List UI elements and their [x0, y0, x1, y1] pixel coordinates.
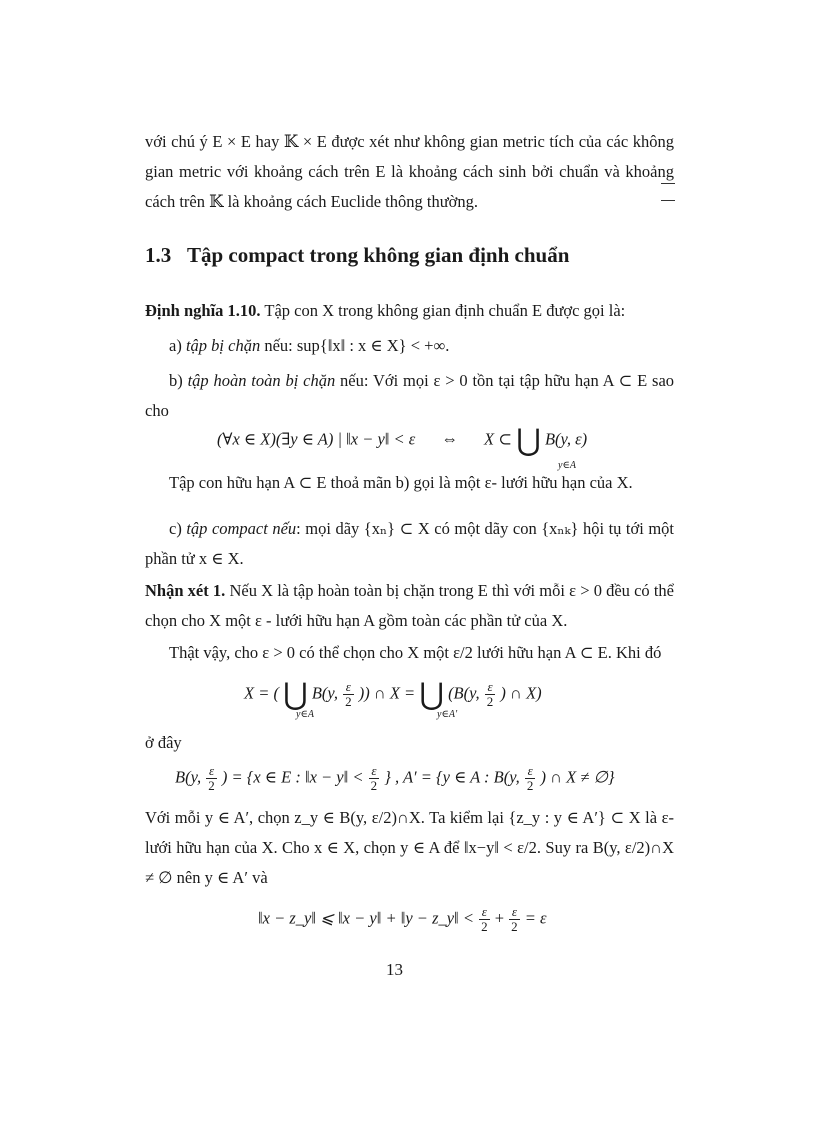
frac-num: ε — [525, 764, 536, 779]
item-c-term: tập compact nếu — [186, 519, 297, 538]
frac-num: ε — [369, 764, 380, 779]
eq2-part-b: B(y, — [311, 683, 338, 703]
eq2-subscript-2: y∈A′ — [437, 709, 458, 720]
fraction-epsilon-half — [479, 905, 490, 934]
definition-1-10 — [145, 296, 674, 326]
remark-label: Nhận xét 1. — [145, 581, 226, 600]
eq3-part-c: } , A′ = {y ∈ A : B(y, — [384, 767, 520, 787]
section-number: 1.3 — [145, 243, 172, 267]
remark-1 — [145, 576, 674, 636]
item-c-text: : mọi dãy {xₙ} ⊂ X có một dãy con {xₙₖ} hội tụ tới một phần tử x ∈ X. — [145, 519, 674, 568]
frac-num: ε — [206, 764, 217, 779]
frac-num: ε — [479, 905, 490, 920]
frac-num: ε — [343, 680, 354, 695]
fraction-epsilon-half — [485, 680, 496, 709]
eq3-part-b: ) = {x ∈ E : ‖x − y‖ < — [221, 767, 364, 787]
proof-paragraph-2: Với mỗi y ∈ A′, chọn z_y ∈ B(y, ε/2)∩X. Ta kiểm lại {z_y : y ∈ A′} ⊂ X là ε- lưới hữu hạn của X. Cho x ∈ X, chọn y ∈ A để ‖x−y‖ < ε/2. Suy ra B(y, ε/2)∩X ≠ ∅ nên y ∈ A′ và — [145, 808, 674, 887]
proof-paragraph-1: Thật vậy, cho ε > 0 có thể chọn cho X một ε/2 lưới hữu hạn A ⊂ E. Khi đó — [169, 643, 662, 662]
eq3-part-a: B(y, — [175, 767, 202, 787]
eq2-subscript-1: y∈A — [296, 709, 314, 720]
eq2-union-2: ⋃ — [419, 678, 444, 711]
eq1-union-subscript: y∈A — [558, 460, 576, 471]
eq4-plus: + — [494, 908, 505, 928]
eq1-iff: ⇔ — [441, 429, 458, 449]
item-a-prefix: a) — [169, 336, 182, 355]
end-of-proof-symbol — [661, 183, 675, 201]
item-c — [145, 514, 674, 574]
eq2-union-1: ⋃ — [283, 678, 308, 711]
item-b-text: nếu: Với mọi ε > 0 tồn tại tập hữu hạn A ⊂ E sao cho — [145, 371, 675, 420]
remark-text: Nếu X là tập hoàn toàn bị chặn trong E thì với mỗi ε > 0 đều có thể chọn cho X một ε - lưới hữu hạn A gồm toàn các phần tử của X. — [145, 581, 674, 630]
eq1-right: X ⊂ — [484, 429, 513, 449]
section-title: Tập compact trong không gian định chuẩn — [187, 243, 570, 267]
eq4-part-a: ‖x − z_y‖ ⩽ ‖x − y‖ + ‖y − z_y‖ < — [258, 908, 474, 928]
frac-den: 2 — [370, 778, 378, 793]
page-number: 13 — [386, 960, 403, 979]
fraction-epsilon-half — [525, 764, 536, 793]
eq3-part-d: ) ∩ X ≠ ∅} — [540, 767, 615, 787]
fraction-epsilon-half — [343, 680, 354, 709]
here-text: ở đây — [145, 733, 182, 752]
eq2-part-c: )) ∩ X = — [358, 683, 416, 703]
frac-den: 2 — [208, 778, 215, 793]
definition-label: Định nghĩa 1.10. — [145, 301, 261, 320]
item-b-prefix: b) — [169, 371, 183, 390]
item-c-prefix: c) — [169, 519, 182, 538]
item-b-term: tập hoàn toàn bị chặn — [187, 371, 336, 390]
frac-num: ε — [509, 905, 520, 920]
frac-den: 2 — [526, 778, 534, 793]
finite-net-definition: Tập con hữu hạn A ⊂ E thoả mãn b) gọi là một ε- lưới hữu hạn của X. — [169, 473, 633, 492]
eq2-part-e: ) ∩ X) — [500, 683, 542, 703]
section-heading — [145, 243, 569, 268]
frac-den: 2 — [481, 919, 488, 934]
frac-den: 2 — [511, 919, 518, 934]
eq1-left: (∀x ∈ X)(∃y ∈ A) | ‖x − y‖ < ε — [217, 429, 416, 449]
eq2-part-a: X = ( — [244, 683, 279, 703]
item-a-term: tập bị chặn — [185, 336, 261, 355]
eq1-union: ⋃ — [516, 424, 541, 457]
item-b — [145, 366, 674, 426]
item-a — [145, 331, 674, 361]
equation-triangle-inequality — [258, 905, 547, 934]
item-a-text: nếu: sup{‖x‖ : x ∈ X} < +∞. — [264, 336, 450, 355]
equation-ball-definition — [175, 764, 615, 793]
eq4-part-c: = ε — [524, 908, 547, 928]
frac-den: 2 — [486, 694, 494, 709]
frac-den: 2 — [345, 694, 352, 709]
frac-num: ε — [485, 680, 496, 695]
definition-text: Tập con X trong không gian định chuẩn E được gọi là: — [264, 301, 626, 320]
equation-union — [244, 677, 542, 712]
fraction-epsilon-half — [509, 905, 520, 934]
eq2-part-d: (B(y, — [448, 683, 480, 703]
intro-paragraph: với chú ý E × E hay 𝕂 × E được xét như không gian metric tích của các không gian metric với khoảng cách trên E là khoảng cách sinh bởi chuẩn và khoảng cách trên 𝕂 là khoảng cách Euclide thông thường. — [145, 132, 674, 211]
fraction-epsilon-half — [369, 764, 380, 793]
fraction-epsilon-half — [206, 764, 217, 793]
eq1-ball: B(y, ε) — [544, 429, 588, 449]
equation-total-boundedness — [217, 423, 587, 458]
